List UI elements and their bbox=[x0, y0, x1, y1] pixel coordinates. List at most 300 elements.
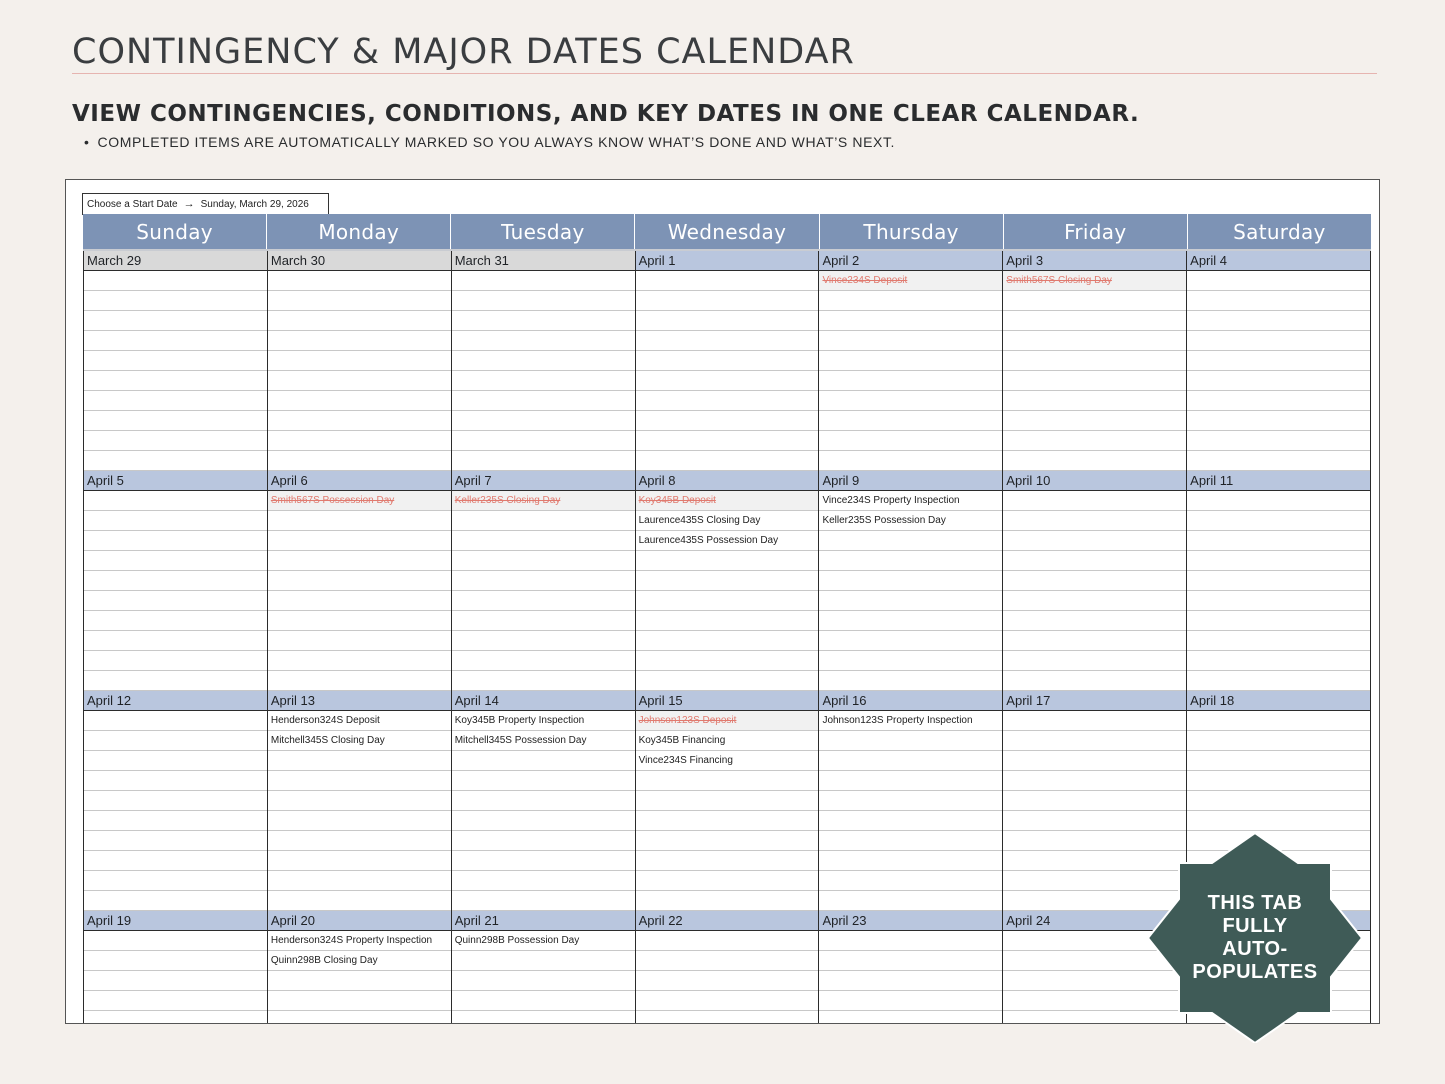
empty-line bbox=[636, 931, 819, 951]
empty-line bbox=[84, 591, 267, 611]
day-cell[interactable] bbox=[268, 251, 452, 471]
empty-line bbox=[1003, 491, 1186, 511]
empty-line bbox=[452, 831, 635, 851]
completed-event[interactable]: Smith567S Possession Day bbox=[268, 491, 451, 511]
empty-line bbox=[84, 751, 267, 771]
empty-line bbox=[1003, 411, 1186, 431]
day-cell[interactable] bbox=[636, 691, 820, 911]
empty-line bbox=[452, 751, 635, 771]
badge-text-line: FULLY bbox=[1222, 915, 1288, 937]
empty-line bbox=[84, 271, 267, 291]
empty-line bbox=[84, 671, 267, 691]
empty-line bbox=[1187, 291, 1370, 311]
event-item[interactable]: Laurence435S Closing Day bbox=[636, 511, 819, 531]
empty-line bbox=[1187, 631, 1370, 651]
empty-line bbox=[268, 591, 451, 611]
weekday-tuesday: Tuesday bbox=[451, 214, 635, 249]
day-date-label: April 24 bbox=[1003, 911, 1186, 931]
day-cell[interactable] bbox=[268, 911, 452, 1024]
day-date-label: April 8 bbox=[636, 471, 819, 491]
empty-line bbox=[1003, 291, 1186, 311]
event-item[interactable]: Mitchell345S Closing Day bbox=[268, 731, 451, 751]
empty-line bbox=[1187, 511, 1370, 531]
empty-line bbox=[819, 351, 1002, 371]
empty-line bbox=[819, 951, 1002, 971]
empty-line bbox=[819, 391, 1002, 411]
empty-line bbox=[452, 511, 635, 531]
empty-line bbox=[819, 531, 1002, 551]
empty-line bbox=[636, 671, 819, 691]
weekday-friday: Friday bbox=[1004, 214, 1188, 249]
empty-line bbox=[1003, 651, 1186, 671]
empty-line bbox=[819, 811, 1002, 831]
event-item[interactable]: Quinn298B Closing Day bbox=[268, 951, 451, 971]
weekday-monday: Monday bbox=[267, 214, 451, 249]
empty-line bbox=[1003, 451, 1186, 471]
empty-line bbox=[1187, 371, 1370, 391]
empty-line bbox=[84, 991, 267, 1011]
empty-line bbox=[636, 371, 819, 391]
empty-line bbox=[268, 271, 451, 291]
empty-line bbox=[819, 971, 1002, 991]
empty-line bbox=[636, 411, 819, 431]
day-cell[interactable] bbox=[1187, 251, 1371, 471]
empty-line bbox=[819, 371, 1002, 391]
empty-line bbox=[84, 311, 267, 331]
event-item[interactable]: Laurence435S Possession Day bbox=[636, 531, 819, 551]
empty-line bbox=[636, 311, 819, 331]
empty-line bbox=[452, 811, 635, 831]
empty-line bbox=[268, 371, 451, 391]
empty-line bbox=[1003, 711, 1186, 731]
empty-line bbox=[1003, 371, 1186, 391]
empty-line bbox=[1187, 271, 1370, 291]
empty-line bbox=[636, 851, 819, 871]
empty-line bbox=[84, 931, 267, 951]
arrow-right-icon: → bbox=[183, 198, 195, 210]
empty-line bbox=[452, 991, 635, 1011]
empty-line bbox=[819, 791, 1002, 811]
empty-line bbox=[268, 791, 451, 811]
page-subtitle: VIEW CONTINGENCIES, CONDITIONS, AND KEY DATES IN ONE CLEAR CALENDAR. bbox=[72, 101, 1140, 127]
empty-line bbox=[1003, 511, 1186, 531]
weekday-sunday: Sunday bbox=[83, 214, 267, 249]
empty-line bbox=[84, 431, 267, 451]
empty-line bbox=[819, 631, 1002, 651]
empty-line bbox=[819, 331, 1002, 351]
empty-line bbox=[1003, 811, 1186, 831]
empty-line bbox=[84, 831, 267, 851]
empty-line bbox=[268, 991, 451, 1011]
empty-line bbox=[1003, 731, 1186, 751]
start-date-value[interactable]: Sunday, March 29, 2026 bbox=[200, 198, 309, 210]
empty-line bbox=[452, 851, 635, 871]
empty-line bbox=[1003, 751, 1186, 771]
day-cell[interactable] bbox=[83, 691, 268, 911]
day-date-label: April 9 bbox=[819, 471, 1002, 491]
empty-line bbox=[84, 391, 267, 411]
empty-line bbox=[1187, 311, 1370, 331]
empty-line bbox=[84, 411, 267, 431]
empty-line bbox=[819, 311, 1002, 331]
empty-line bbox=[452, 351, 635, 371]
empty-line bbox=[1187, 731, 1370, 751]
empty-line bbox=[84, 951, 267, 971]
empty-line bbox=[819, 1011, 1002, 1024]
empty-line bbox=[268, 311, 451, 331]
empty-line bbox=[636, 891, 819, 911]
empty-line bbox=[84, 331, 267, 351]
empty-line bbox=[636, 611, 819, 631]
empty-line bbox=[84, 651, 267, 671]
empty-line bbox=[452, 271, 635, 291]
empty-line bbox=[819, 731, 1002, 751]
completed-event[interactable]: Johnson123S Deposit bbox=[636, 711, 819, 731]
event-item[interactable]: Johnson123S Property Inspection bbox=[819, 711, 1002, 731]
day-date-label: April 20 bbox=[268, 911, 451, 931]
empty-line bbox=[819, 431, 1002, 451]
empty-line bbox=[1187, 331, 1370, 351]
empty-line bbox=[636, 551, 819, 571]
weekday-wednesday: Wednesday bbox=[635, 214, 819, 249]
event-item[interactable]: Koy345B Property Inspection bbox=[452, 711, 635, 731]
day-date-label: April 21 bbox=[452, 911, 635, 931]
empty-line bbox=[452, 371, 635, 391]
empty-line bbox=[819, 551, 1002, 571]
empty-line bbox=[1003, 311, 1186, 331]
day-cell[interactable] bbox=[636, 251, 820, 471]
empty-line bbox=[1003, 531, 1186, 551]
day-date-label: April 10 bbox=[1003, 471, 1186, 491]
badge-text-line: THIS TAB bbox=[1207, 892, 1303, 914]
completed-event[interactable]: Koy345B Deposit bbox=[636, 491, 819, 511]
empty-line bbox=[452, 771, 635, 791]
empty-line bbox=[1187, 551, 1370, 571]
empty-line bbox=[636, 651, 819, 671]
empty-line bbox=[1187, 671, 1370, 691]
day-cell[interactable] bbox=[452, 691, 636, 911]
empty-line bbox=[636, 791, 819, 811]
empty-line bbox=[452, 591, 635, 611]
empty-line bbox=[452, 551, 635, 571]
empty-line bbox=[84, 531, 267, 551]
day-date-label: April 15 bbox=[636, 691, 819, 711]
empty-line bbox=[819, 991, 1002, 1011]
empty-line bbox=[1187, 391, 1370, 411]
day-cell[interactable] bbox=[268, 471, 452, 691]
completed-event[interactable]: Vince234S Deposit bbox=[819, 271, 1002, 291]
empty-line bbox=[452, 891, 635, 911]
day-cell[interactable] bbox=[1003, 251, 1187, 471]
completed-event[interactable]: Keller235S Closing Day bbox=[452, 491, 635, 511]
empty-line bbox=[1003, 431, 1186, 451]
empty-line bbox=[1003, 551, 1186, 571]
day-cell[interactable] bbox=[819, 471, 1003, 691]
title-divider bbox=[72, 73, 1377, 74]
day-date-label: April 22 bbox=[636, 911, 819, 931]
day-cell[interactable] bbox=[83, 251, 268, 471]
day-date-label: April 23 bbox=[819, 911, 1002, 931]
day-date-label: April 5 bbox=[84, 471, 267, 491]
empty-line bbox=[1187, 531, 1370, 551]
auto-populate-badge bbox=[1148, 833, 1362, 1043]
empty-line bbox=[268, 751, 451, 771]
empty-line bbox=[268, 771, 451, 791]
empty-line bbox=[268, 1011, 451, 1024]
weekday-saturday: Saturday bbox=[1233, 219, 1326, 244]
event-item[interactable]: Henderson324S Deposit bbox=[268, 711, 451, 731]
day-date-label: April 19 bbox=[84, 911, 267, 931]
empty-line bbox=[84, 571, 267, 591]
empty-line bbox=[636, 811, 819, 831]
empty-line bbox=[1187, 771, 1370, 791]
empty-line bbox=[452, 391, 635, 411]
event-item[interactable]: Quinn298B Possession Day bbox=[452, 931, 635, 951]
empty-line bbox=[84, 511, 267, 531]
empty-line bbox=[636, 1011, 819, 1024]
empty-line bbox=[636, 871, 819, 891]
empty-line bbox=[1187, 451, 1370, 471]
day-date-label: April 13 bbox=[268, 691, 451, 711]
empty-line bbox=[84, 771, 267, 791]
day-cell[interactable] bbox=[819, 911, 1003, 1024]
event-item[interactable]: Keller235S Possession Day bbox=[819, 511, 1002, 531]
empty-line bbox=[452, 331, 635, 351]
calendar-week bbox=[83, 251, 1371, 471]
empty-line bbox=[268, 651, 451, 671]
empty-line bbox=[268, 351, 451, 371]
day-date-label: April 7 bbox=[452, 471, 635, 491]
day-date-label: April 1 bbox=[636, 251, 819, 271]
day-cell[interactable] bbox=[636, 911, 820, 1024]
empty-line bbox=[452, 951, 635, 971]
empty-line bbox=[1187, 811, 1370, 831]
weekday-thursday: Thursday bbox=[820, 214, 1004, 249]
empty-line bbox=[819, 291, 1002, 311]
empty-line bbox=[452, 871, 635, 891]
empty-line bbox=[636, 591, 819, 611]
empty-line bbox=[268, 571, 451, 591]
empty-line bbox=[452, 411, 635, 431]
empty-line bbox=[636, 991, 819, 1011]
empty-line bbox=[636, 331, 819, 351]
empty-line bbox=[1003, 611, 1186, 631]
start-date-label: Choose a Start Date bbox=[87, 198, 178, 210]
empty-line bbox=[268, 831, 451, 851]
empty-line bbox=[819, 771, 1002, 791]
empty-line bbox=[452, 311, 635, 331]
weekday-header-row bbox=[83, 214, 1371, 251]
empty-line bbox=[84, 791, 267, 811]
empty-line bbox=[1003, 771, 1186, 791]
empty-line bbox=[268, 411, 451, 431]
empty-line bbox=[636, 291, 819, 311]
empty-line bbox=[819, 671, 1002, 691]
empty-line bbox=[268, 631, 451, 651]
empty-line bbox=[1187, 591, 1370, 611]
empty-line bbox=[1187, 571, 1370, 591]
badge-text-line: POPULATES bbox=[1192, 961, 1318, 983]
day-date-label: April 3 bbox=[1003, 251, 1186, 271]
day-cell[interactable] bbox=[452, 471, 636, 691]
empty-line bbox=[84, 891, 267, 911]
empty-line bbox=[452, 291, 635, 311]
completed-event[interactable]: Smith567S Closing Day bbox=[1003, 271, 1186, 291]
empty-line bbox=[84, 491, 267, 511]
day-date-label: March 30 bbox=[268, 251, 451, 271]
empty-line bbox=[1187, 751, 1370, 771]
empty-line bbox=[1187, 351, 1370, 371]
day-date-label: April 4 bbox=[1187, 251, 1370, 271]
empty-line bbox=[84, 351, 267, 371]
empty-line bbox=[1003, 631, 1186, 651]
empty-line bbox=[84, 451, 267, 471]
empty-line bbox=[819, 931, 1002, 951]
empty-line bbox=[84, 711, 267, 731]
page-title: CONTINGENCY & MAJOR DATES CALENDAR bbox=[72, 32, 855, 72]
empty-line bbox=[636, 451, 819, 471]
empty-line bbox=[268, 391, 451, 411]
empty-line bbox=[268, 851, 451, 871]
calendar-week bbox=[83, 471, 1371, 691]
day-date-label: April 11 bbox=[1187, 471, 1370, 491]
empty-line bbox=[84, 371, 267, 391]
empty-line bbox=[819, 451, 1002, 471]
empty-line bbox=[84, 731, 267, 751]
start-date-selector[interactable] bbox=[82, 193, 329, 215]
empty-line bbox=[452, 531, 635, 551]
empty-line bbox=[268, 331, 451, 351]
day-cell[interactable] bbox=[452, 251, 636, 471]
empty-line bbox=[268, 551, 451, 571]
empty-line bbox=[636, 351, 819, 371]
empty-line bbox=[1187, 791, 1370, 811]
event-item[interactable]: Vince234S Property Inspection bbox=[819, 491, 1002, 511]
empty-line bbox=[1003, 331, 1186, 351]
day-date-label: March 29 bbox=[84, 251, 267, 271]
empty-line bbox=[1187, 491, 1370, 511]
empty-line bbox=[1187, 711, 1370, 731]
empty-line bbox=[819, 891, 1002, 911]
empty-line bbox=[84, 611, 267, 631]
empty-line bbox=[268, 871, 451, 891]
empty-line bbox=[452, 451, 635, 471]
day-cell[interactable] bbox=[83, 471, 268, 691]
empty-line bbox=[819, 651, 1002, 671]
empty-line bbox=[452, 631, 635, 651]
empty-line bbox=[819, 751, 1002, 771]
empty-line bbox=[636, 831, 819, 851]
empty-line bbox=[1003, 671, 1186, 691]
empty-line bbox=[452, 651, 635, 671]
day-cell[interactable] bbox=[83, 911, 268, 1024]
day-date-label: April 2 bbox=[819, 251, 1002, 271]
badge-text-line: AUTO- bbox=[1222, 938, 1288, 960]
empty-line bbox=[268, 291, 451, 311]
empty-line bbox=[1003, 571, 1186, 591]
empty-line bbox=[84, 631, 267, 651]
empty-line bbox=[1003, 791, 1186, 811]
empty-line bbox=[1187, 611, 1370, 631]
empty-line bbox=[452, 971, 635, 991]
event-item[interactable]: Mitchell345S Possession Day bbox=[452, 731, 635, 751]
empty-line bbox=[452, 571, 635, 591]
empty-line bbox=[268, 971, 451, 991]
empty-line bbox=[1187, 651, 1370, 671]
empty-line bbox=[84, 291, 267, 311]
empty-line bbox=[84, 1011, 267, 1024]
empty-line bbox=[84, 871, 267, 891]
empty-line bbox=[452, 1011, 635, 1024]
empty-line bbox=[268, 431, 451, 451]
empty-line bbox=[1187, 411, 1370, 431]
empty-line bbox=[819, 571, 1002, 591]
empty-line bbox=[268, 611, 451, 631]
empty-line bbox=[1003, 591, 1186, 611]
day-cell[interactable] bbox=[452, 911, 636, 1024]
empty-line bbox=[636, 271, 819, 291]
day-cell[interactable] bbox=[636, 471, 820, 691]
day-cell[interactable] bbox=[1003, 471, 1187, 691]
empty-line bbox=[636, 771, 819, 791]
day-date-label: April 18 bbox=[1187, 691, 1370, 711]
empty-line bbox=[452, 611, 635, 631]
day-date-label: April 14 bbox=[452, 691, 635, 711]
empty-line bbox=[268, 811, 451, 831]
day-date-label: April 12 bbox=[84, 691, 267, 711]
empty-line bbox=[819, 851, 1002, 871]
empty-line bbox=[84, 851, 267, 871]
empty-line bbox=[819, 411, 1002, 431]
empty-line bbox=[636, 631, 819, 651]
empty-line bbox=[819, 611, 1002, 631]
info-list bbox=[84, 134, 895, 150]
empty-line bbox=[268, 451, 451, 471]
day-cell[interactable] bbox=[819, 691, 1003, 911]
empty-line bbox=[636, 431, 819, 451]
empty-line bbox=[268, 671, 451, 691]
empty-line bbox=[452, 791, 635, 811]
day-cell[interactable] bbox=[268, 691, 452, 911]
day-date-label: April 17 bbox=[1003, 691, 1186, 711]
empty-line bbox=[819, 591, 1002, 611]
day-cell[interactable] bbox=[1187, 471, 1371, 691]
empty-line bbox=[84, 971, 267, 991]
day-date-label: April 6 bbox=[268, 471, 451, 491]
day-cell[interactable] bbox=[819, 251, 1003, 471]
empty-line bbox=[268, 531, 451, 551]
empty-line bbox=[452, 671, 635, 691]
event-item[interactable]: Henderson324S Property Inspection bbox=[268, 931, 451, 951]
empty-line bbox=[636, 391, 819, 411]
empty-line bbox=[636, 951, 819, 971]
empty-line bbox=[84, 551, 267, 571]
event-item[interactable]: Koy345B Financing bbox=[636, 731, 819, 751]
empty-line bbox=[1003, 351, 1186, 371]
empty-line bbox=[268, 891, 451, 911]
day-date-label: April 16 bbox=[819, 691, 1002, 711]
empty-line bbox=[452, 431, 635, 451]
empty-line bbox=[819, 871, 1002, 891]
event-item[interactable]: Vince234S Financing bbox=[636, 751, 819, 771]
day-date-label: March 31 bbox=[452, 251, 635, 271]
empty-line bbox=[1003, 391, 1186, 411]
empty-line bbox=[1187, 431, 1370, 451]
empty-line bbox=[819, 831, 1002, 851]
empty-line bbox=[268, 511, 451, 531]
empty-line bbox=[84, 811, 267, 831]
empty-line bbox=[636, 971, 819, 991]
